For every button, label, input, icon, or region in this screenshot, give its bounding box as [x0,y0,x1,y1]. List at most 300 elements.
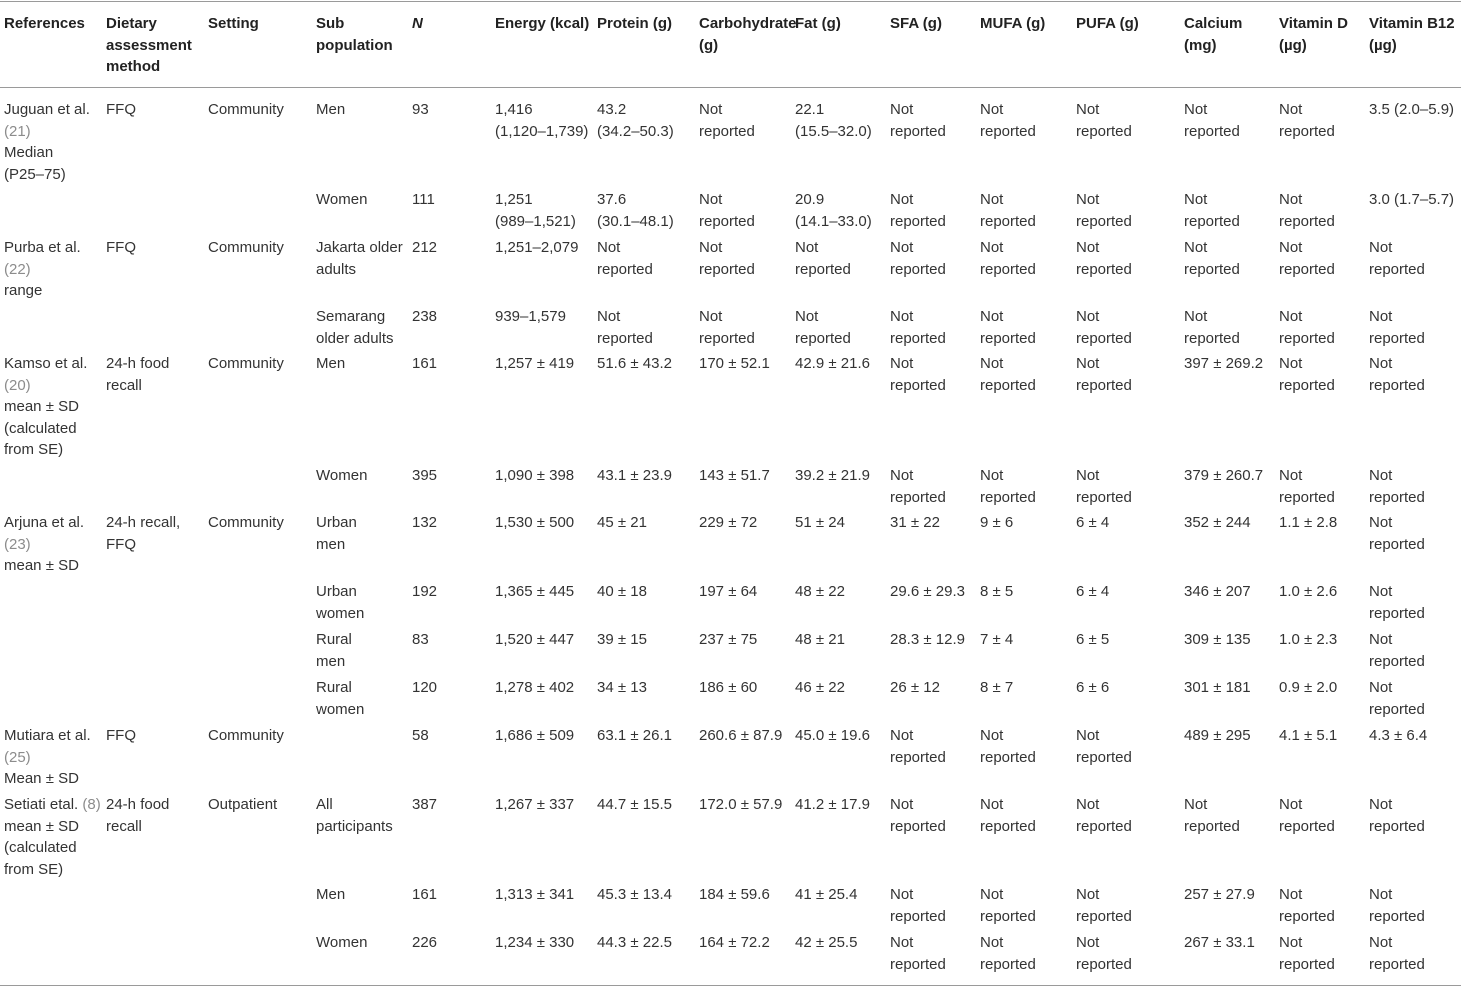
cell-line [1369,13,1455,35]
cell-line [106,353,169,375]
cell-text: Community [208,514,284,531]
cell-line [795,328,851,350]
citation-ref[interactable]: (22) [4,260,31,278]
table-cell [890,794,946,837]
cell-line [890,189,946,211]
cell-line [795,353,870,375]
cell-line [1279,884,1335,906]
table-cell [795,189,872,232]
citation-ref[interactable]: (21) [4,122,31,140]
cell-line [1184,259,1240,281]
cell-text: reported [890,907,946,925]
cell-text: (calculated [4,839,77,856]
cell-text: 226 [412,934,438,951]
cell-line [1279,237,1335,259]
column-header [106,13,192,78]
cell-line [1369,328,1425,350]
cell-line [699,211,755,233]
cell-text: reported [980,748,1036,766]
cell-text: 120 [412,679,438,696]
cell-line [106,816,169,838]
column-header [1076,13,1139,35]
cell-line [1076,121,1132,143]
cell-text: 24-h food [106,796,170,813]
cell-line [1369,725,1427,747]
cell-text: Not [980,467,1004,484]
table-cell [316,884,345,906]
cell-line [980,121,1036,143]
table-cell [980,237,1036,280]
table-cell [980,884,1036,927]
cell-line [699,581,757,603]
table-cell [412,237,437,259]
table-cell [495,932,574,954]
cell-line [890,932,946,954]
cell-line [1279,328,1335,350]
table-cell [208,725,284,747]
cell-line [890,375,946,397]
cell-text: 7 ± 4 [980,631,1014,648]
cell-line [316,534,357,556]
cell-text: reported [597,260,653,278]
cell-line [1279,353,1335,375]
table-cell [980,353,1036,396]
cell-line [1076,629,1109,651]
table-cell [1184,794,1240,837]
cell-text: Not [1279,239,1303,256]
cell-line [412,353,437,375]
cell-text: 260.6 ± 87.9 [699,727,783,744]
cell-line [597,99,674,121]
table-cell [495,884,574,906]
cell-line [597,189,674,211]
cell-line [1076,884,1132,906]
citation-ref[interactable]: (8) [82,796,101,813]
table-cell [1279,237,1335,280]
table-cell [1184,512,1251,534]
cell-line [699,121,755,143]
cell-text: 93 [412,101,429,118]
table-cell [1369,629,1425,672]
cell-line [1184,99,1240,121]
table-cell [316,581,364,624]
cell-text: All [316,796,333,813]
table-cell [1369,306,1425,349]
cell-text: 1,257 ± 419 [495,355,575,372]
cell-text: Not [980,308,1004,325]
cell-text: FFQ [106,727,136,744]
cell-text: Rural [316,679,352,696]
table-cell [495,306,566,328]
cell-line [1369,816,1425,838]
table-cell [106,512,180,555]
cell-line [1076,677,1109,699]
cell-text: 1,530 ± 500 [495,514,575,531]
cell-text: 6 ± 5 [1076,631,1110,648]
cell-line [208,99,284,121]
cell-text: 3.0 (1.7–5.7) [1369,191,1455,208]
cell-line [795,99,872,121]
cell-line [1369,603,1425,625]
table-cell [795,725,870,747]
table-cell [1184,581,1251,603]
cell-line [890,884,946,906]
cell-text: (calculated [4,419,77,437]
cell-text: 1,313 ± 341 [495,886,575,903]
table-cell [1279,932,1335,975]
cell-line [316,884,345,906]
cell-line [597,581,647,603]
cell-text: 132 [412,514,438,531]
table-cell [1279,677,1337,699]
cell-line [1279,35,1348,57]
table-cell [597,353,672,375]
cell-line [1369,884,1425,906]
cell-line [890,465,946,487]
cell-text: 28.3 ± 12.9 [890,631,965,648]
cell-text: 395 [412,467,438,484]
cell-line [699,353,770,375]
cell-text: 45 ± 21 [597,514,647,531]
table-cell [699,353,770,375]
cell-text: Not [1279,886,1303,903]
cell-text: reported [1369,535,1425,553]
cell-line [4,280,81,302]
cell-line [699,306,755,328]
cell-text: 237 ± 75 [699,631,758,648]
cell-text: (µg) [1279,36,1307,54]
cell-line [4,512,84,534]
cell-line [890,581,965,603]
table-cell [699,465,770,487]
cell-text: Outpatient [208,796,278,813]
table-cell [980,932,1036,975]
table-cell [1184,237,1240,280]
cell-text: 6 ± 4 [1076,583,1110,600]
table-cell [795,581,845,603]
cell-line [1184,237,1240,259]
cell-text: Not [1279,355,1303,372]
cell-text: recall [106,817,142,835]
cell-line [1076,906,1132,928]
cell-text: Not [1369,934,1393,951]
cell-text: PUFA (g) [1076,15,1139,32]
cell-line [106,534,180,556]
table-cell [316,465,367,487]
cell-text: reported [1279,955,1335,973]
table-cell [890,581,965,603]
table-cell [980,99,1036,142]
cell-text: Not [1369,583,1393,600]
cell-text: 1.0 ± 2.6 [1279,583,1338,600]
cell-line [1184,189,1240,211]
cell-line [1279,259,1335,281]
table-cell [4,725,91,790]
cell-line [890,487,946,509]
table-cell [795,884,857,906]
cell-text: 8 ± 5 [980,583,1014,600]
cell-text: Kamso et al. [4,355,88,372]
cell-line [795,211,872,233]
cell-text: 1,278 ± 402 [495,679,575,696]
cell-text: reported [890,122,946,140]
cell-line [1184,794,1240,816]
table-cell [1184,99,1240,142]
cell-line [1184,816,1240,838]
cell-line [1369,932,1425,954]
cell-text: (g) [699,36,719,54]
table-cell [412,189,435,211]
cell-line [4,768,91,790]
cell-line [980,932,1036,954]
cell-line [980,328,1036,350]
table-cell [1279,794,1335,837]
table-cell [1279,353,1335,396]
cell-line [1279,677,1337,699]
column-header [208,13,259,35]
cell-line [1279,581,1337,603]
cell-text: Not [1184,308,1208,325]
table-cell [316,512,357,555]
cell-line [597,306,653,328]
table-cell [495,629,574,651]
cell-line [980,259,1036,281]
cell-text: from SE) [4,441,64,458]
cell-line [1076,306,1132,328]
cell-text: 83 [412,631,429,648]
cell-text: Not [980,727,1004,744]
cell-line [495,465,574,487]
cell-line [795,237,851,259]
cell-text: Not [1184,796,1208,813]
cell-line [106,794,169,816]
cell-line [316,512,357,534]
table-cell [1369,794,1425,837]
table-cell [699,189,755,232]
cell-text: Not [1279,191,1303,208]
cell-line [495,884,574,906]
cell-line [699,328,755,350]
cell-line [795,932,857,954]
cell-line [495,581,574,603]
cell-text: 51 ± 24 [795,514,845,531]
cell-text: Not [597,239,621,256]
cell-line [1369,581,1425,603]
cell-line [980,306,1036,328]
column-header [597,13,672,35]
cell-line [980,884,1036,906]
citation-ref[interactable]: (25) [4,748,31,766]
cell-text: 229 ± 72 [699,514,758,531]
table-cell [1076,99,1132,142]
cell-line [106,99,136,121]
cell-line [890,816,946,838]
cell-text: reported [980,329,1036,347]
cell-text: Not [699,308,723,325]
cell-text: (µg) [1369,36,1397,54]
table-cell [106,353,169,396]
cell-text: 170 ± 52.1 [699,355,770,372]
cell-text: reported [1076,488,1132,506]
table-cell [597,581,647,603]
cell-line [412,884,437,906]
cell-line [980,725,1036,747]
cell-line [1369,465,1425,487]
table-cell [890,677,940,699]
cell-text: 24-h recall, [106,514,181,531]
cell-text: reported [980,817,1036,835]
cell-text: 238 [412,308,438,325]
table-cell [890,237,946,280]
cell-text: Calcium [1184,15,1243,32]
table-cell [412,932,437,954]
cell-text: 267 ± 33.1 [1184,934,1255,951]
cell-line [4,99,90,121]
cell-line [412,13,423,35]
cell-line [890,99,946,121]
cell-text: 352 ± 244 [1184,514,1251,531]
cell-text: reported [1369,260,1425,278]
table-cell [316,629,352,672]
cell-text: reported [1279,212,1335,230]
cell-line [316,237,403,259]
citation-ref[interactable]: (20) [4,376,31,394]
cell-line [597,121,674,143]
cell-line [495,794,574,816]
cell-line [4,725,91,747]
cell-text: Not [980,101,1004,118]
cell-line [1076,816,1132,838]
cell-text: 20.9 [795,191,825,208]
column-header [980,13,1045,35]
table-cell [597,306,653,349]
cell-text: 22.1 [795,101,825,118]
cell-text: reported [890,212,946,230]
cell-line [1369,35,1455,57]
table-cell [1076,932,1132,975]
table-cell [1369,189,1454,211]
cell-text: reported [1076,817,1132,835]
cell-text: reported [1076,955,1132,973]
cell-line [980,954,1036,976]
column-header [4,13,85,35]
cell-text: Not [1076,355,1100,372]
cell-line [316,677,364,699]
column-header [1369,13,1455,56]
cell-text: 41.2 ± 17.9 [795,796,870,813]
table-cell [1184,932,1255,954]
cell-text: 24-h food [106,355,170,372]
table-cell [495,99,588,142]
cell-text: Not [890,886,914,903]
cell-line [980,581,1013,603]
cell-text: reported [1369,488,1425,506]
table-cell [412,794,437,816]
cell-line [316,189,367,211]
table-cell [597,512,647,534]
table-bottom-rule [0,985,1461,986]
table-cell [106,725,136,747]
table-cell [106,99,136,121]
table-cell [699,512,757,534]
cell-text: Not [1076,727,1100,744]
column-header [890,13,942,35]
table-cell [316,677,364,720]
table-cell [699,629,757,651]
cell-line [4,816,101,838]
cell-text: range [4,282,43,299]
cell-text: 164 ± 72.2 [699,934,770,951]
cell-line [1184,465,1263,487]
cell-line [106,725,136,747]
table-cell [1369,512,1425,555]
table-cell [795,794,870,816]
table-cell [495,465,574,487]
cell-text: Not [1076,886,1100,903]
cell-text: reported [980,212,1036,230]
cell-text: (15.5–32.0) [795,122,872,140]
cell-line [316,794,393,816]
table-cell [495,677,574,699]
cell-text: 4.1 ± 5.1 [1279,727,1338,744]
cell-text: reported [1279,376,1335,394]
table-cell [412,884,437,906]
cell-text: 1,234 ± 330 [495,934,575,951]
cell-text: (1,120–1,739) [495,122,589,140]
cell-line [316,581,364,603]
cell-text: 1,090 ± 398 [495,467,575,484]
citation-ref[interactable]: (23) [4,535,31,553]
table-cell [208,237,284,259]
cell-line [1369,794,1425,816]
cell-text: Not [980,191,1004,208]
table-cell [1369,465,1425,508]
cell-text: Urban [316,583,357,600]
cell-line [1184,35,1242,57]
cell-text: 184 ± 59.6 [699,886,770,903]
table-cell [316,306,394,349]
cell-line [1184,629,1251,651]
cell-text: mean ± SD [4,817,79,835]
table-cell [412,677,437,699]
cell-text: reported [1076,260,1132,278]
cell-text: (34.2–50.3) [597,122,674,140]
cell-line [495,306,566,328]
cell-line [1279,99,1335,121]
cell-line [1076,932,1132,954]
cell-text: Arjuna et al. [4,514,85,531]
table-cell [890,512,940,534]
table-cell [1076,725,1132,768]
cell-text: Fat (g) [795,15,841,32]
cell-line [495,629,574,651]
cell-line [890,906,946,928]
cell-text: Carbohydrate [699,15,797,32]
cell-text: 58 [412,727,429,744]
cell-text: reported [1076,212,1132,230]
cell-line [795,259,851,281]
cell-line [597,677,647,699]
table-cell [795,237,851,280]
cell-line [316,629,352,651]
cell-text: Not [980,934,1004,951]
cell-line [412,932,437,954]
cell-line [1279,906,1335,928]
cell-line [1369,306,1425,328]
cell-line [890,725,946,747]
table-cell [890,629,965,651]
table-cell [1279,581,1337,603]
